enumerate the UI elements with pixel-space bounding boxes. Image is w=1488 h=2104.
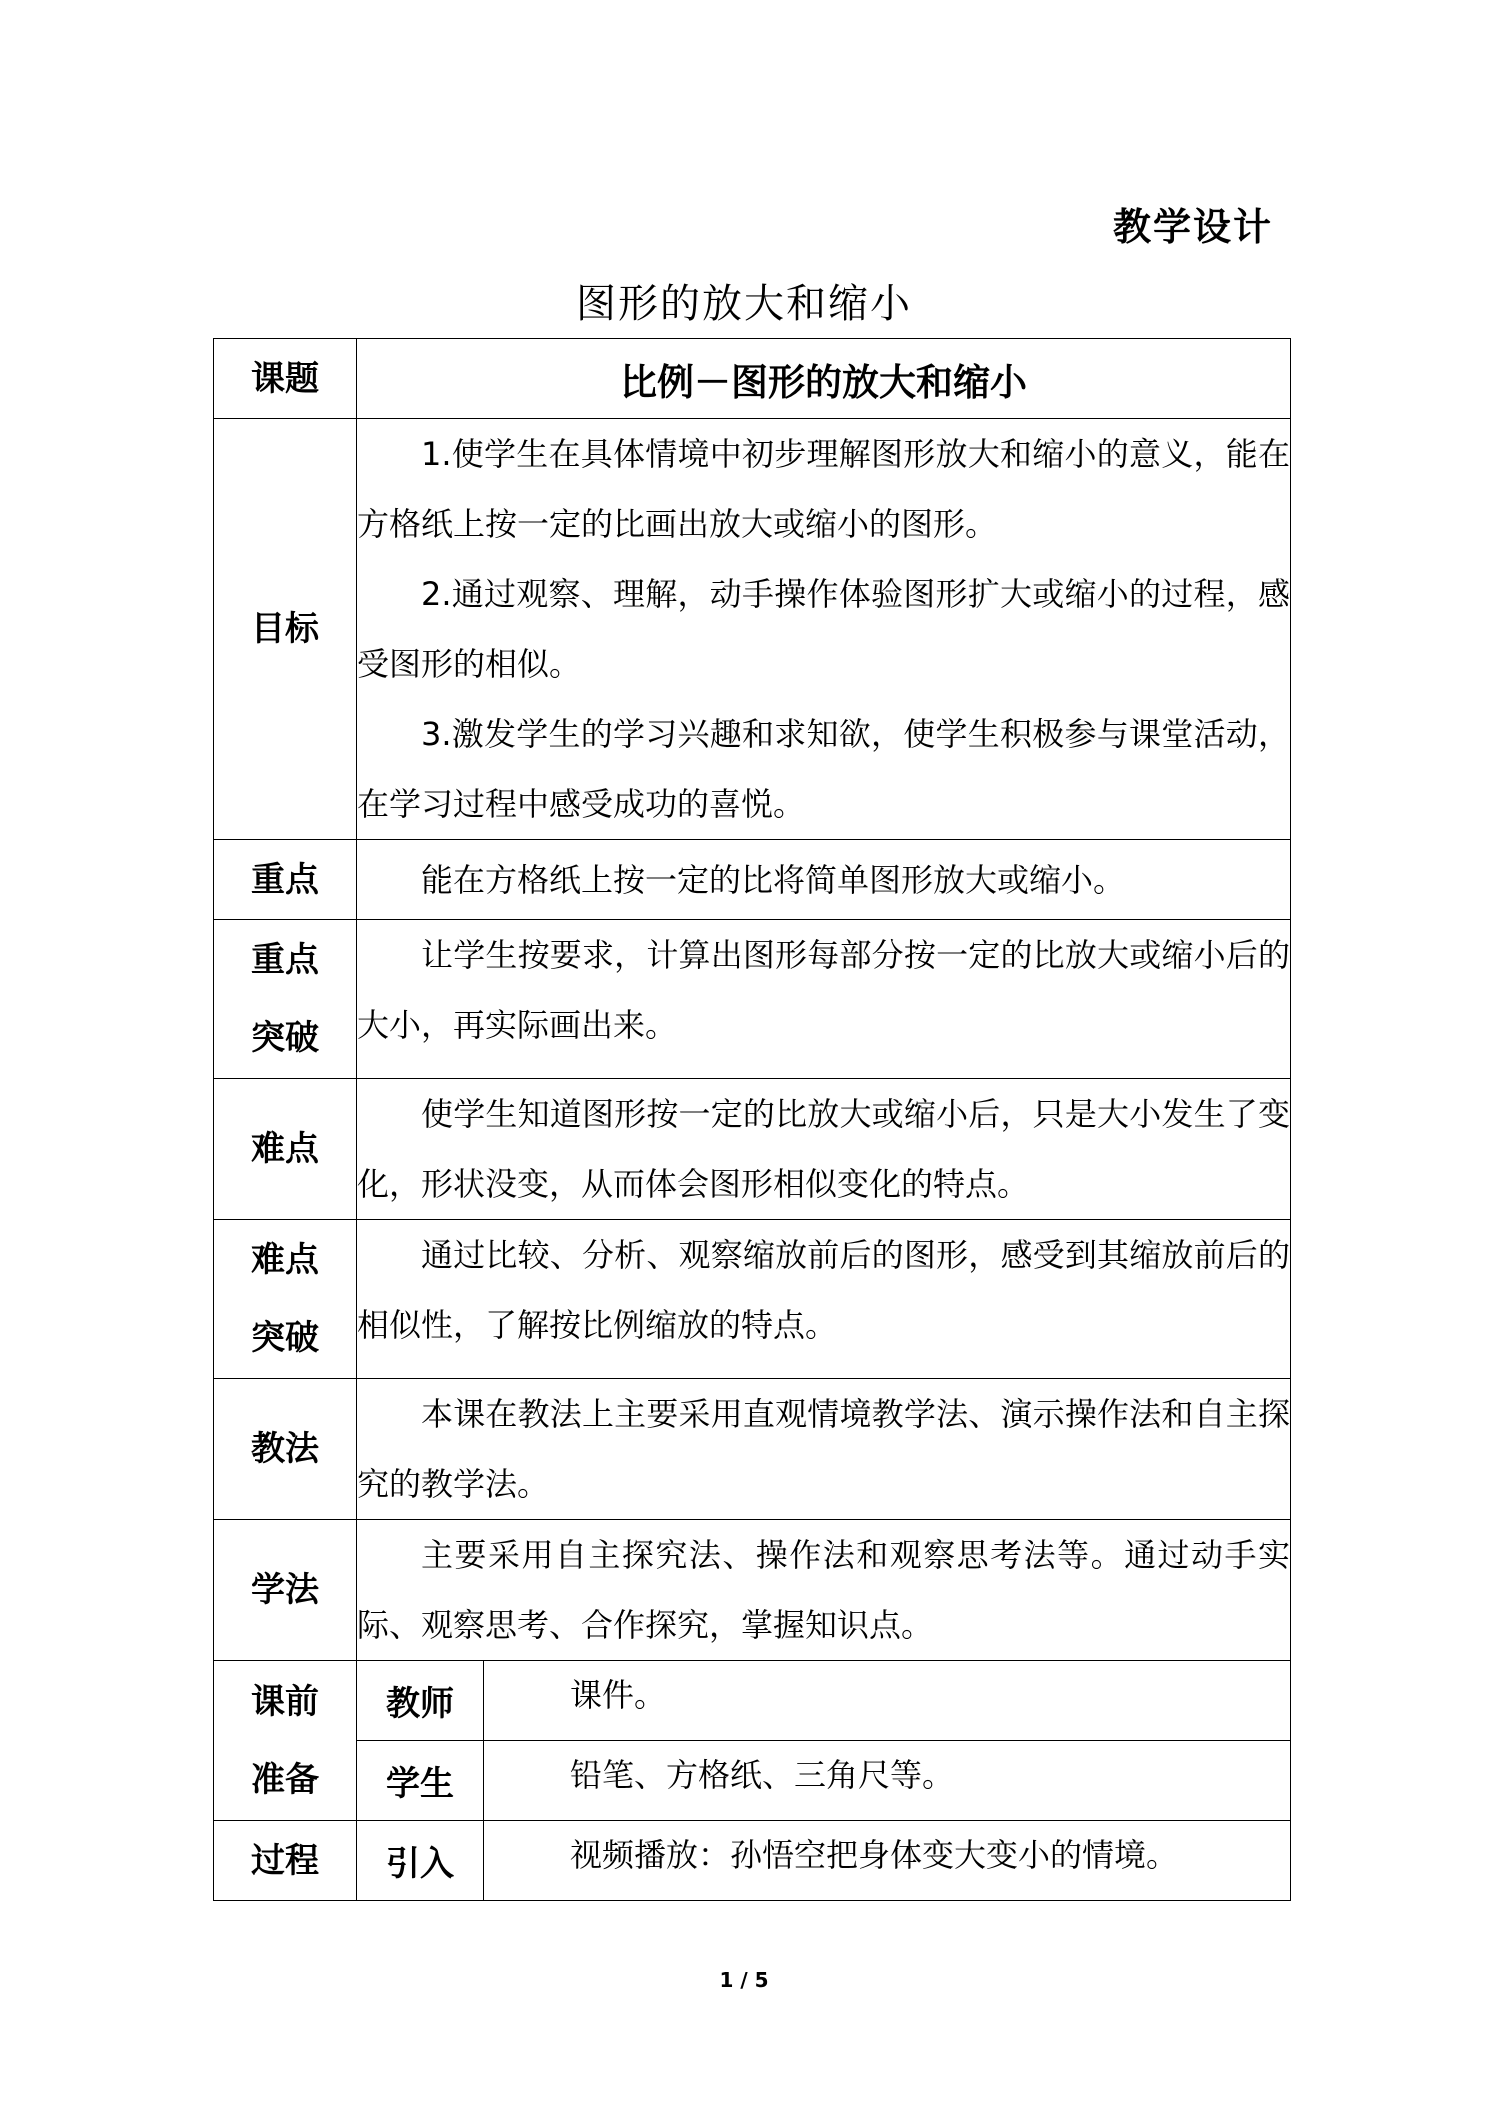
goals-label: 目标 (214, 419, 357, 840)
student-label: 学生 (357, 1741, 484, 1821)
preparation-label-line1: 课前 (251, 1681, 319, 1722)
intro-label: 引入 (357, 1821, 484, 1901)
row-preparation-student (214, 1741, 1291, 1821)
goal-item: 1.使学生在具体情境中初步理解图形放大和缩小的意义，能在方格纸上按一定的比画出放大或缩小的图形。 (357, 435, 1290, 543)
document-label: 教学设计 (1112, 205, 1273, 249)
teacher-label: 教师 (357, 1661, 484, 1741)
learning-method-label: 学法 (214, 1520, 357, 1661)
row-teaching-method (214, 1379, 1291, 1520)
goal-item: 2.通过观察、理解，动手操作体验图形扩大或缩小的过程，感受图形的相似。 (357, 575, 1290, 683)
key-breakthrough-content (357, 920, 1291, 1079)
row-goals (214, 419, 1291, 840)
topic-value: 比例－图形的放大和缩小 (357, 339, 1291, 419)
difficulty-breakthrough-label (214, 1220, 357, 1379)
preparation-label-line2: 准备 (251, 1759, 319, 1800)
teacher-value: 课件。 (484, 1661, 1291, 1741)
key-point-content (357, 840, 1291, 920)
goal-item: 3.激发学生的学习兴趣和求知欲，使学生积极参与课堂活动，在学习过程中感受成功的喜悦。 (357, 715, 1290, 823)
key-breakthrough-label-line1: 重点 (251, 940, 319, 980)
lesson-plan-table (213, 338, 1291, 1901)
difficulty-content (357, 1079, 1291, 1220)
teaching-method-text: 本课在教法上主要采用直观情境教学法、演示操作法和自主探究的教学法。 (357, 1395, 1290, 1503)
difficulty-label: 难点 (214, 1079, 357, 1220)
difficulty-breakthrough-text: 通过比较、分析、观察缩放前后的图形，感受到其缩放前后的相似性，了解按比例缩放的特点。 (357, 1236, 1290, 1344)
preparation-label (214, 1661, 357, 1821)
teaching-method-content (357, 1379, 1291, 1520)
student-value: 铅笔、方格纸、三角尺等。 (484, 1741, 1291, 1821)
learning-method-text: 主要采用自主探究法、操作法和观察思考法等。通过动手实际、观察思考、合作探究，掌握知识点。 (357, 1536, 1290, 1644)
page-number: 1 / 5 (719, 1968, 769, 1992)
teaching-method-label: 教法 (214, 1379, 357, 1520)
topic-label: 课题 (214, 339, 357, 419)
key-breakthrough-text: 让学生按要求，计算出图形每部分按一定的比放大或缩小后的大小，再实际画出来。 (357, 936, 1290, 1044)
row-preparation-teacher (214, 1661, 1291, 1741)
key-point-label: 重点 (214, 840, 357, 920)
document-title: 图形的放大和缩小 (576, 281, 912, 327)
process-label: 过程 (214, 1821, 357, 1901)
difficulty-text: 使学生知道图形按一定的比放大或缩小后，只是大小发生了变化，形状没变，从而体会图形相似变化的特点。 (357, 1095, 1290, 1203)
row-key-point (214, 840, 1291, 920)
key-point-text: 能在方格纸上按一定的比将简单图形放大或缩小。 (421, 860, 1126, 899)
goals-content (357, 419, 1291, 840)
row-difficulty (214, 1079, 1291, 1220)
row-key-breakthrough (214, 920, 1291, 1079)
intro-value: 视频播放：孙悟空把身体变大变小的情境。 (484, 1821, 1291, 1901)
row-topic (214, 339, 1291, 419)
difficulty-breakthrough-content (357, 1220, 1291, 1379)
difficulty-breakthrough-label-line1: 难点 (251, 1240, 319, 1280)
row-difficulty-breakthrough (214, 1220, 1291, 1379)
difficulty-breakthrough-label-line2: 突破 (251, 1318, 319, 1358)
row-learning-method (214, 1520, 1291, 1661)
learning-method-content (357, 1520, 1291, 1661)
row-process (214, 1821, 1291, 1901)
key-breakthrough-label-line2: 突破 (251, 1018, 319, 1058)
key-breakthrough-label (214, 920, 357, 1079)
